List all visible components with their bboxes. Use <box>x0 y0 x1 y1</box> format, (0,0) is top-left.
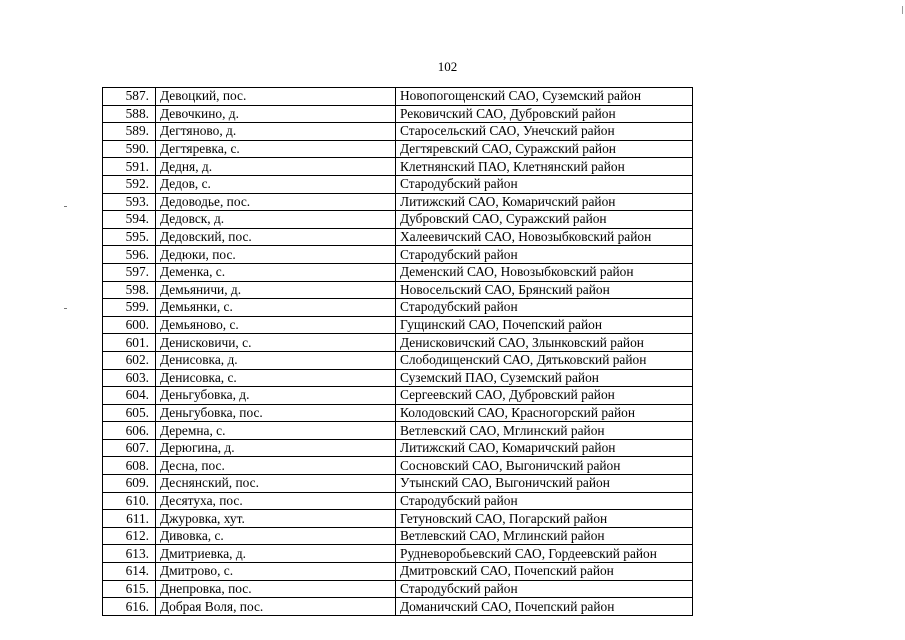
table-row <box>103 527 693 545</box>
settlement-registry-table <box>102 87 693 616</box>
row-number: 588. <box>103 105 156 123</box>
administrative-unit: Стародубский район <box>396 246 693 264</box>
administrative-unit: Деменский САО, Новозыбковский район <box>396 263 693 281</box>
row-number: 610. <box>103 492 156 510</box>
settlement-name: Деремна, с. <box>156 422 396 440</box>
scan-margin-mark <box>64 308 67 309</box>
row-number: 590. <box>103 140 156 158</box>
row-number: 593. <box>103 193 156 211</box>
administrative-unit: Клетнянский ПАО, Клетнянский район <box>396 158 693 176</box>
table-row <box>103 404 693 422</box>
administrative-unit: Рековичский САО, Дубровский район <box>396 105 693 123</box>
settlement-name: Демьяново, с. <box>156 316 396 334</box>
table-row <box>103 598 693 616</box>
administrative-unit: Старосельский САО, Унечский район <box>396 123 693 141</box>
table-row <box>103 563 693 581</box>
administrative-unit: Ветлевский САО, Мглинский район <box>396 527 693 545</box>
table-row <box>103 316 693 334</box>
table-row <box>103 263 693 281</box>
settlement-name: Днепровка, пос. <box>156 580 396 598</box>
settlement-name: Девочкино, д. <box>156 105 396 123</box>
row-number: 601. <box>103 334 156 352</box>
row-number: 591. <box>103 158 156 176</box>
row-number: 608. <box>103 457 156 475</box>
row-number: 607. <box>103 439 156 457</box>
table-row <box>103 580 693 598</box>
row-number: 606. <box>103 422 156 440</box>
table-row <box>103 545 693 563</box>
administrative-unit: Сергеевский САО, Дубровский район <box>396 387 693 405</box>
table-row <box>103 334 693 352</box>
administrative-unit: Халеевичский САО, Новозыбковский район <box>396 228 693 246</box>
row-number: 592. <box>103 175 156 193</box>
settlement-name: Дедов, с. <box>156 175 396 193</box>
row-number: 595. <box>103 228 156 246</box>
administrative-unit: Стародубский район <box>396 175 693 193</box>
registry-body <box>103 88 693 616</box>
administrative-unit: Дубровский САО, Суражский район <box>396 211 693 229</box>
administrative-unit: Стародубский район <box>396 580 693 598</box>
table-row <box>103 475 693 493</box>
row-number: 589. <box>103 123 156 141</box>
settlement-name: Деснянский, пос. <box>156 475 396 493</box>
row-number: 609. <box>103 475 156 493</box>
administrative-unit: Утынский САО, Выгоничский район <box>396 475 693 493</box>
table-row <box>103 281 693 299</box>
administrative-unit: Гущинский САО, Почепский район <box>396 316 693 334</box>
table-row <box>103 369 693 387</box>
settlement-name: Дедня, д. <box>156 158 396 176</box>
table-row <box>103 299 693 317</box>
settlement-name: Добрая Воля, пос. <box>156 598 396 616</box>
settlement-name: Десятуха, пос. <box>156 492 396 510</box>
settlement-name: Дегтяново, д. <box>156 123 396 141</box>
administrative-unit: Дмитровский САО, Почепский район <box>396 563 693 581</box>
table-row <box>103 439 693 457</box>
row-number: 596. <box>103 246 156 264</box>
administrative-unit: Литижский САО, Комаричский район <box>396 439 693 457</box>
table-row <box>103 158 693 176</box>
administrative-unit: Дегтяревский САО, Суражский район <box>396 140 693 158</box>
table-row <box>103 105 693 123</box>
row-number: 594. <box>103 211 156 229</box>
settlement-name: Дегтяревка, с. <box>156 140 396 158</box>
administrative-unit: Суземский ПАО, Суземский район <box>396 369 693 387</box>
administrative-unit: Сосновский САО, Выгоничский район <box>396 457 693 475</box>
table-row <box>103 351 693 369</box>
administrative-unit: Стародубский район <box>396 299 693 317</box>
scan-margin-mark <box>64 206 67 207</box>
administrative-unit: Новопогощенский САО, Суземский район <box>396 88 693 106</box>
table-row <box>103 422 693 440</box>
administrative-unit: Доманичский САО, Почепский район <box>396 598 693 616</box>
settlement-name: Дерюгина, д. <box>156 439 396 457</box>
settlement-name: Дмитрово, с. <box>156 563 396 581</box>
row-number: 616. <box>103 598 156 616</box>
row-number: 587. <box>103 88 156 106</box>
administrative-unit: Слободищенский САО, Дятьковский район <box>396 351 693 369</box>
table-row <box>103 457 693 475</box>
administrative-unit: Колодовский САО, Красногорский район <box>396 404 693 422</box>
settlement-name: Девоцкий, пос. <box>156 88 396 106</box>
table-row <box>103 211 693 229</box>
administrative-unit: Рудневоробьевский САО, Гордеевский район <box>396 545 693 563</box>
row-number: 600. <box>103 316 156 334</box>
table-row <box>103 140 693 158</box>
administrative-unit: Гетуновский САО, Погарский район <box>396 510 693 528</box>
administrative-unit: Ветлевский САО, Мглинский район <box>396 422 693 440</box>
row-number: 614. <box>103 563 156 581</box>
table-row <box>103 123 693 141</box>
row-number: 604. <box>103 387 156 405</box>
row-number: 597. <box>103 263 156 281</box>
settlement-name: Демьянки, с. <box>156 299 396 317</box>
row-number: 613. <box>103 545 156 563</box>
settlement-name: Дмитриевка, д. <box>156 545 396 563</box>
row-number: 603. <box>103 369 156 387</box>
table-row <box>103 246 693 264</box>
settlement-name: Денисковичи, с. <box>156 334 396 352</box>
table-row <box>103 88 693 106</box>
row-number: 602. <box>103 351 156 369</box>
row-number: 599. <box>103 299 156 317</box>
settlement-name: Дедовск, д. <box>156 211 396 229</box>
administrative-unit: Новосельский САО, Брянский район <box>396 281 693 299</box>
settlement-name: Деньгубовка, пос. <box>156 404 396 422</box>
row-number: 615. <box>103 580 156 598</box>
administrative-unit: Денисковичский САО, Злынковский район <box>396 334 693 352</box>
settlement-name: Дедоводье, пос. <box>156 193 396 211</box>
settlement-name: Десна, пос. <box>156 457 396 475</box>
row-number: 605. <box>103 404 156 422</box>
administrative-unit: Литижский САО, Комаричский район <box>396 193 693 211</box>
settlement-name: Деменка, с. <box>156 263 396 281</box>
page-number: 102 <box>437 59 458 74</box>
table-row <box>103 175 693 193</box>
settlement-name: Денисовка, с. <box>156 369 396 387</box>
settlement-name: Деньгубовка, д. <box>156 387 396 405</box>
settlement-name: Дивовка, с. <box>156 527 396 545</box>
table-row <box>103 387 693 405</box>
administrative-unit: Стародубский район <box>396 492 693 510</box>
row-number: 598. <box>103 281 156 299</box>
scan-edge-mark <box>902 6 903 14</box>
settlement-name: Джуровка, хут. <box>156 510 396 528</box>
table-row <box>103 228 693 246</box>
settlement-name: Дедюки, пос. <box>156 246 396 264</box>
table-row <box>103 492 693 510</box>
settlement-name: Дедовский, пос. <box>156 228 396 246</box>
table-row <box>103 193 693 211</box>
table-row <box>103 510 693 528</box>
row-number: 612. <box>103 527 156 545</box>
settlement-name: Демьяничи, д. <box>156 281 396 299</box>
row-number: 611. <box>103 510 156 528</box>
settlement-name: Денисовка, д. <box>156 351 396 369</box>
